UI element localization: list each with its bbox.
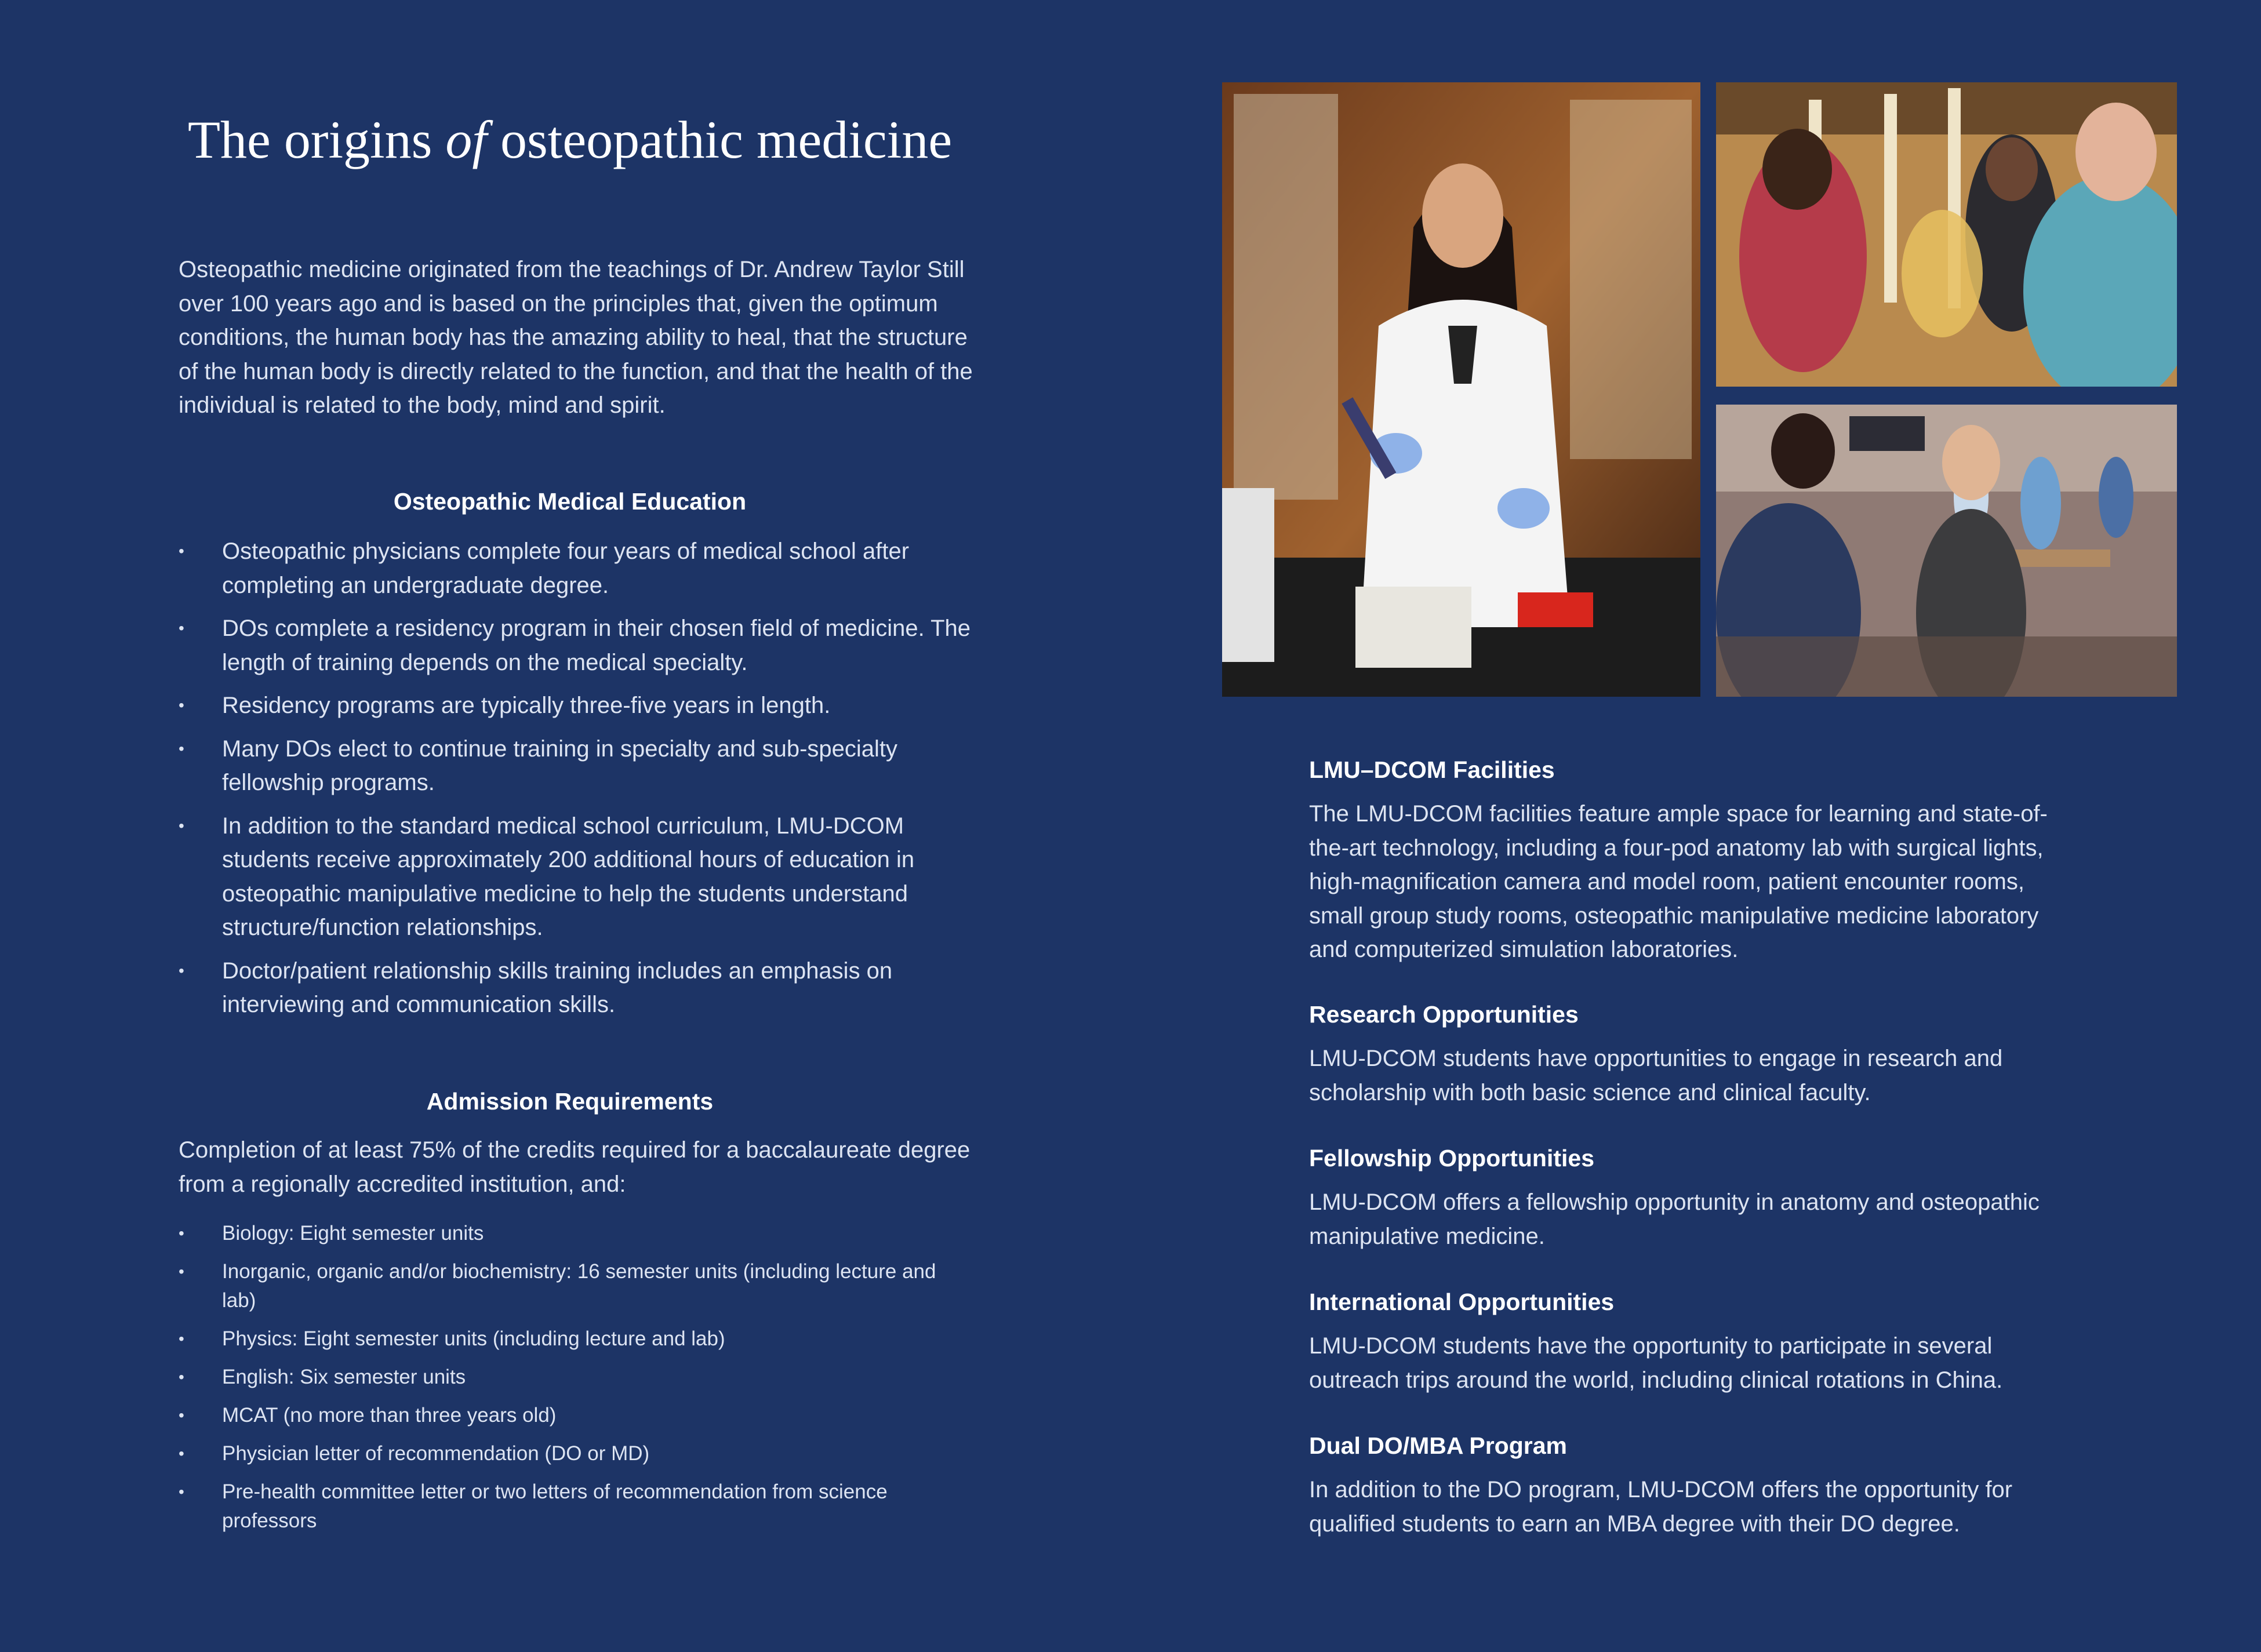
list-item: • In addition to the standard medical school curriculum, LMU-DCOM students receive approximately 200 additional hours of education in osteopathic manipulative medicine to help the students understand structure/function relationships. [179,809,973,945]
list-item: • Many DOs elect to continue training in specialty and sub-specialty fellowship programs. [179,732,973,800]
manipulation-lab-photo [1716,405,2177,697]
admission-list [179,1219,944,1545]
research-text: LMU-DCOM students have opportunities to engage in research and scholarship with both basic science and clinical faculty. [1309,1046,2003,1105]
fellowship-heading: Fellowship Opportunities [1309,1145,1594,1171]
facilities-heading: LMU–DCOM Facilities [1309,756,1555,783]
fellowship-section [1309,1144,2080,1253]
fellowship-text: LMU-DCOM offers a fellowship opportunity in anatomy and osteopathic manipulative medicine. [1309,1189,2040,1249]
list-item: • Biology: Eight semester units [179,1219,944,1248]
page-title: The origins of osteopathic medicine [187,110,953,169]
research-section [1309,1000,2080,1109]
list-item: • MCAT (no more than three years old) [179,1401,944,1430]
education-heading: Osteopathic Medical Education [393,488,747,515]
international-text: LMU-DCOM students have the opportunity to participate in several outreach trips around the world, including clinical rotations in China. [1309,1333,2003,1393]
list-item: • Residency programs are typically three-five years in length. [179,689,973,723]
list-item: • DOs complete a residency program in their chosen field of medicine. The length of training depends on the medical specialty. [179,612,973,679]
dual-degree-section [1309,1431,2080,1541]
admission-intro: Completion of at least 75% of the credits required for a baccalaureate degree from a regionally accredited institution, and: [179,1137,970,1197]
list-item: • Pre-health committee letter or two letters of recommendation from science professors [179,1478,944,1535]
lab-student-photo [1222,82,1700,697]
research-heading: Research Opportunities [1309,1001,1579,1028]
facilities-text: The LMU-DCOM facilities feature ample space for learning and state-of-the-art technology, including a four-pod anatomy lab with surgical lights, high-magnification camera and model room, patient encounter rooms, small group study rooms, osteopathic manipulative medicine laboratory and computerized simulation laboratories. [1309,801,2048,962]
list-item: • Osteopathic physicians complete four years of medical school after completing an undergraduate degree. [179,534,973,602]
international-section [1309,1287,2080,1397]
education-list [179,534,973,1031]
list-item: • Physician letter of recommendation (DO or MD) [179,1439,944,1468]
list-item: • Doctor/patient relationship skills training includes an emphasis on interviewing and communication skills. [179,954,973,1022]
facilities-section [1309,755,2080,967]
list-item: • Inorganic, organic and/or biochemistry: 16 semester units (including lecture and lab) [179,1257,944,1315]
dual-degree-heading: Dual DO/MBA Program [1309,1432,1567,1459]
international-heading: International Opportunities [1309,1289,1615,1315]
list-item: • Physics: Eight semester units (including lecture and lab) [179,1324,944,1353]
admission-heading: Admission Requirements [426,1088,714,1115]
list-item: • English: Six semester units [179,1363,944,1392]
spine-model-photo [1716,82,2177,387]
dual-degree-text: In addition to the DO program, LMU-DCOM offers the opportunity for qualified students to earn an MBA degree with their DO degree. [1309,1477,2013,1537]
intro-paragraph: Osteopathic medicine originated from the teachings of Dr. Andrew Taylor Still over 100 years ago and is based on the principles that, given the optimum conditions, the human body has the amazing ability to heal, that the structure of the human body is directly related to the function, and that the health of the individual is related to the body, mind and spirit. [179,257,973,418]
